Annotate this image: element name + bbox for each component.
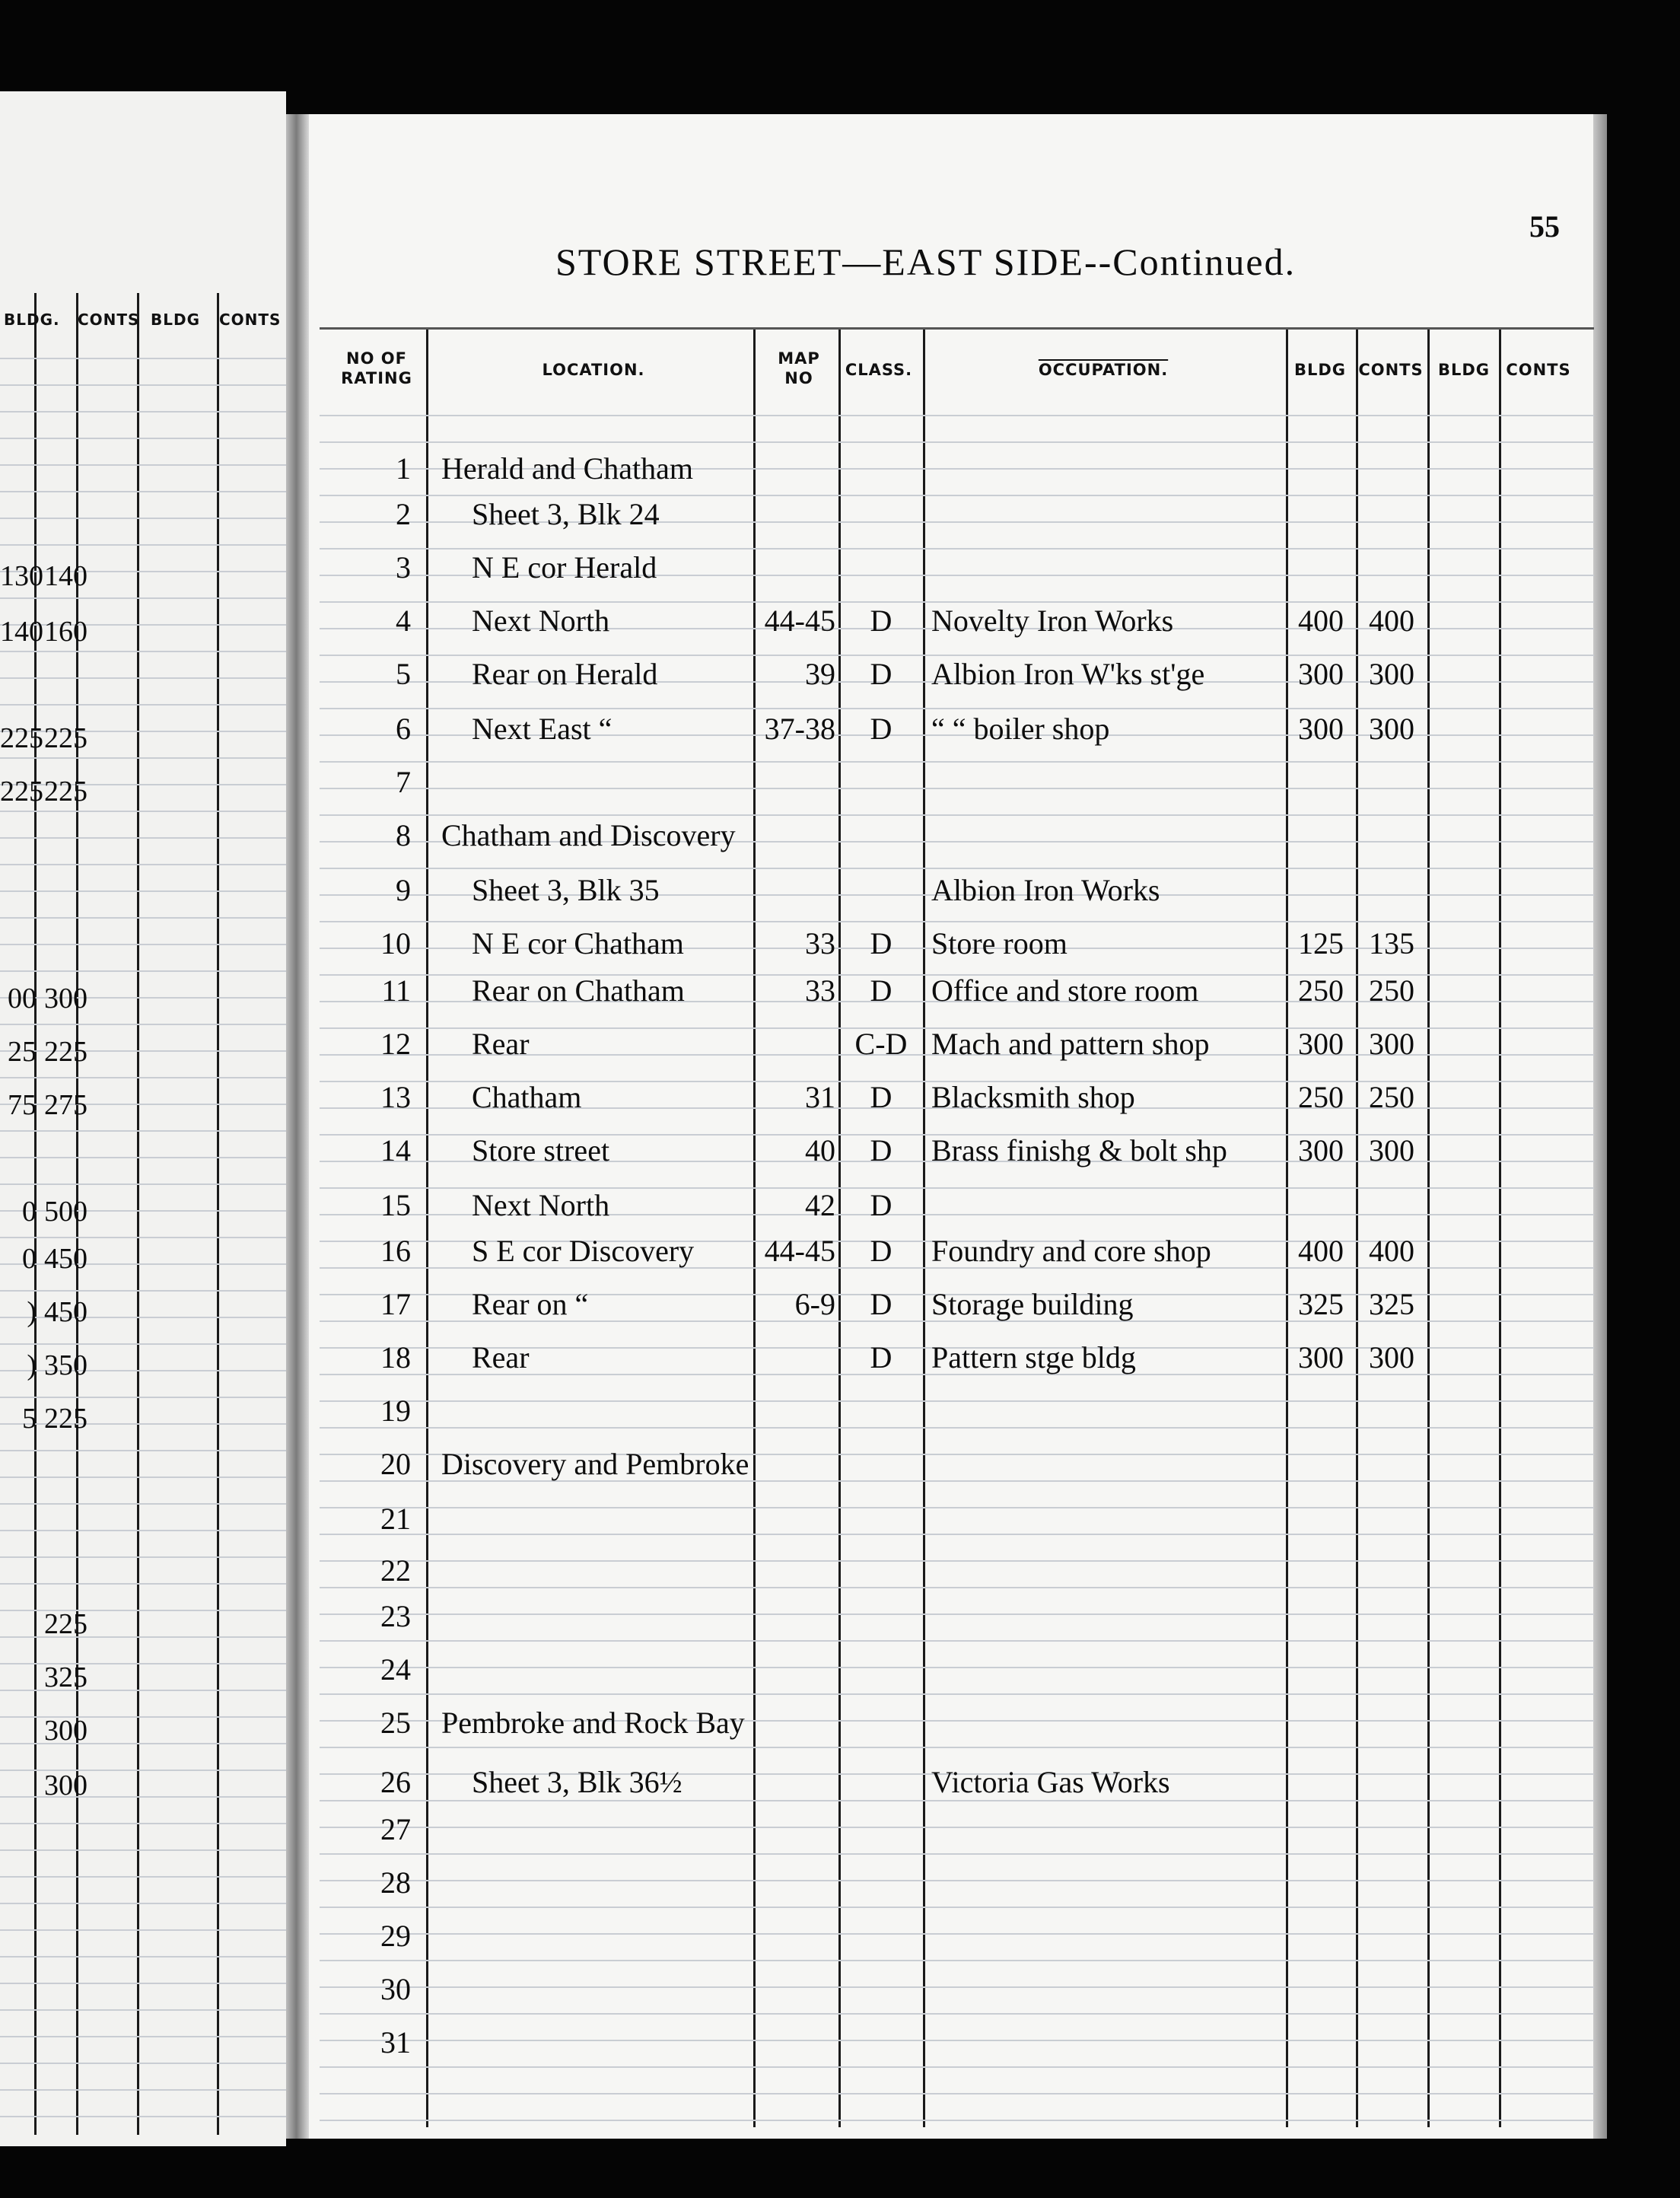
bldg-value: 300 — [1298, 712, 1344, 746]
row-number: 30 — [380, 1972, 411, 2006]
ruled-line — [320, 1853, 1594, 1855]
bldg-value: 300 — [1298, 657, 1344, 691]
left-ruled-line — [0, 651, 286, 652]
class-cell: D — [870, 973, 892, 1008]
ledger-page — [309, 114, 1604, 2139]
left-ruled-line — [0, 1556, 286, 1558]
location-cell: Sheet 3, Blk 24 — [472, 497, 660, 531]
row-number: 14 — [380, 1133, 411, 1167]
left-ruled-line — [0, 1849, 286, 1851]
ruled-line — [320, 1640, 1594, 1642]
ruled-line — [320, 921, 1594, 922]
occupation-cell: Albion Iron W'ks st'ge — [931, 657, 1205, 691]
row-number: 24 — [380, 1652, 411, 1687]
left-header: BLDG — [151, 311, 201, 329]
row-number: 10 — [380, 926, 411, 960]
map-no-cell: 39 — [805, 657, 835, 691]
left-ruled-line — [0, 704, 286, 706]
row-number: 3 — [396, 550, 411, 585]
left-bldg-value: ) — [27, 1349, 37, 1381]
row-number: 18 — [380, 1340, 411, 1375]
bldg-value: 400 — [1298, 1234, 1344, 1268]
row-number: 9 — [396, 873, 411, 907]
bldg-value: 325 — [1298, 1287, 1344, 1321]
conts-value: 135 — [1369, 926, 1414, 960]
class-cell: D — [870, 1340, 892, 1375]
bldg-value: 300 — [1298, 1340, 1344, 1375]
ruled-line — [320, 441, 1594, 443]
location-cell: Rear on Herald — [472, 657, 658, 691]
occupation-cell: Novelty Iron Works — [931, 604, 1174, 638]
location-heading: Herald and Chatham — [441, 451, 693, 486]
left-conts-value: 300 — [44, 1770, 88, 1801]
ruled-line — [320, 415, 1594, 416]
location-cell: Store street — [472, 1133, 610, 1167]
bldg-value: 250 — [1298, 1080, 1344, 1114]
left-column-rule — [137, 293, 139, 2135]
conts-value: 400 — [1369, 604, 1414, 638]
left-ruled-line — [0, 544, 286, 546]
left-ruled-line — [0, 384, 286, 386]
left-conts-value: 325 — [44, 1661, 88, 1693]
row-number: 19 — [380, 1394, 411, 1428]
occupation-cell: “ “ boiler shop — [931, 712, 1110, 746]
ruled-line — [320, 1960, 1594, 1961]
left-ruled-line — [0, 970, 286, 972]
header-conts-2: CONTS — [1506, 361, 1571, 379]
row-number: 6 — [396, 712, 411, 746]
occupation-cell: Mach and pattern shop — [931, 1027, 1210, 1061]
row-number: 13 — [380, 1080, 411, 1114]
row-number: 20 — [380, 1447, 411, 1481]
ruled-line — [320, 1400, 1594, 1402]
ruled-line — [320, 1800, 1594, 1801]
left-header: CONTS — [78, 311, 140, 329]
row-number: 31 — [380, 2025, 411, 2059]
left-ruled-line — [0, 2009, 286, 2011]
ruled-line — [320, 2040, 1594, 2041]
left-ruled-line — [0, 411, 286, 413]
class-cell: D — [870, 604, 892, 638]
occupation-cell: Pattern stge bldg — [931, 1340, 1136, 1375]
left-ruled-line — [0, 1743, 286, 1744]
left-ruled-line — [0, 1583, 286, 1585]
left-ruled-line — [0, 1183, 286, 1185]
left-bldg-value: 130 — [0, 560, 43, 592]
class-cell: D — [870, 712, 892, 746]
location-heading: Discovery and Pembroke — [441, 1447, 749, 1481]
header-location: LOCATION. — [542, 361, 645, 379]
ruled-line — [320, 2093, 1594, 2094]
left-ruled-line — [0, 2036, 286, 2037]
ruled-line — [320, 1427, 1594, 1429]
left-ruled-line — [0, 2089, 286, 2091]
left-conts-value: 225 — [44, 1608, 88, 1640]
map-no-cell: 37-38 — [764, 712, 835, 746]
left-conts-value: 160 — [44, 616, 88, 648]
column-rule — [753, 327, 756, 2127]
column-rule — [1286, 327, 1288, 2127]
map-no-cell: 31 — [805, 1080, 835, 1114]
ruled-line — [320, 1667, 1594, 1668]
ruled-line — [320, 814, 1594, 816]
location-cell: N E cor Chatham — [472, 926, 684, 960]
left-conts-value: 300 — [44, 1715, 88, 1747]
map-no-cell: 44-45 — [764, 604, 835, 638]
location-cell: Next North — [472, 1188, 610, 1222]
row-number: 1 — [396, 451, 411, 486]
map-no-cell: 6-9 — [794, 1287, 835, 1321]
left-bldg-value: 0 — [22, 1196, 37, 1228]
left-ruled-line — [0, 1636, 286, 1638]
left-ruled-line — [0, 1290, 286, 1292]
row-number: 27 — [380, 1812, 411, 1846]
left-ruled-line — [0, 1050, 286, 1052]
page-edge — [1593, 114, 1607, 2139]
conts-value: 250 — [1369, 973, 1414, 1008]
page-title: STORE STREET—EAST SIDE--Continued. — [555, 241, 1297, 283]
row-number: 8 — [396, 818, 411, 852]
class-cell: D — [870, 1287, 892, 1321]
left-ruled-line — [0, 597, 286, 599]
conts-value: 250 — [1369, 1080, 1414, 1114]
bldg-value: 400 — [1298, 604, 1344, 638]
left-ruled-line — [0, 1610, 286, 1611]
location-cell: Sheet 3, Blk 35 — [472, 873, 660, 907]
left-ruled-line — [0, 1130, 286, 1132]
column-rule — [923, 327, 925, 2127]
occupation-cell: Storage building — [931, 1287, 1134, 1321]
left-ruled-line — [0, 2063, 286, 2064]
left-ruled-line — [0, 1823, 286, 1824]
left-ruled-line — [0, 2116, 286, 2117]
left-ruled-line — [0, 1956, 286, 1957]
occupation-cell: Store room — [931, 926, 1068, 960]
left-ruled-line — [0, 677, 286, 679]
ruled-line — [320, 1613, 1594, 1615]
left-ruled-line — [0, 1929, 286, 1931]
row-number: 2 — [396, 497, 411, 531]
left-ruled-line — [0, 1370, 286, 1371]
class-cell: D — [870, 657, 892, 691]
ruled-line — [320, 1693, 1594, 1695]
row-number: 23 — [380, 1599, 411, 1633]
left-ruled-line — [0, 1876, 286, 1878]
left-ruled-line — [0, 518, 286, 519]
left-ruled-line — [0, 757, 286, 759]
left-conts-value: 225 — [44, 776, 88, 808]
conts-value: 300 — [1369, 1340, 1414, 1375]
ruled-line — [320, 1986, 1594, 1988]
left-ruled-line — [0, 1716, 286, 1718]
left-conts-value: 225 — [44, 1403, 88, 1435]
header-occupation: OCCUPATION. — [1038, 361, 1169, 379]
left-ruled-line — [0, 837, 286, 839]
left-ruled-line — [0, 1104, 286, 1105]
left-ruled-line — [0, 491, 286, 492]
ruled-line — [320, 1933, 1594, 1935]
conts-value: 300 — [1369, 1133, 1414, 1167]
book-gutter — [286, 114, 309, 2139]
left-bldg-value: 75 — [8, 1089, 37, 1121]
bldg-value: 250 — [1298, 973, 1344, 1008]
column-rule — [838, 327, 841, 2127]
ruled-line — [320, 1534, 1594, 1535]
left-conts-value: 450 — [44, 1243, 88, 1275]
left-ruled-line — [0, 1476, 286, 1478]
conts-value: 300 — [1369, 712, 1414, 746]
left-ruled-line — [0, 997, 286, 999]
header-no-of-rating: NO OF RATING — [341, 349, 412, 387]
column-rule — [1356, 327, 1358, 2127]
column-rule — [1427, 327, 1430, 2127]
left-bldg-value: 225 — [0, 776, 43, 808]
left-ruled-line — [0, 1024, 286, 1025]
header-bldg: BLDG — [1293, 361, 1347, 379]
location-cell: Next North — [472, 604, 610, 638]
ruled-line — [320, 761, 1594, 763]
left-conts-value: 225 — [44, 1036, 88, 1068]
class-cell: D — [870, 926, 892, 960]
row-number: 4 — [396, 604, 411, 638]
left-conts-value: 450 — [44, 1296, 88, 1328]
left-page — [0, 91, 286, 2146]
left-ruled-line — [0, 1690, 286, 1691]
conts-value: 325 — [1369, 1287, 1414, 1321]
row-number: 22 — [380, 1553, 411, 1588]
left-bldg-value: 225 — [0, 722, 43, 754]
ruled-line — [320, 2066, 1594, 2068]
row-number: 29 — [380, 1919, 411, 1953]
location-cell: S E cor Discovery — [472, 1234, 695, 1268]
occupation-cell: Victoria Gas Works — [931, 1765, 1170, 1799]
location-cell: Chatham — [472, 1080, 582, 1114]
location-cell: Rear — [472, 1027, 530, 1061]
row-number: 21 — [380, 1502, 411, 1536]
left-ruled-line — [0, 1770, 286, 1771]
occupation-cell: Brass finishg & bolt shp — [931, 1133, 1227, 1167]
ruled-line — [320, 1747, 1594, 1748]
left-ruled-line — [0, 890, 286, 892]
left-ruled-line — [0, 1397, 286, 1398]
left-ruled-line — [0, 811, 286, 812]
column-rule — [1499, 327, 1501, 2127]
conts-value: 400 — [1369, 1234, 1414, 1268]
class-cell: D — [870, 1133, 892, 1167]
left-conts-value: 500 — [44, 1196, 88, 1228]
page-number: 55 — [1529, 209, 1560, 244]
occupation-cell: Albion Iron Works — [931, 873, 1160, 907]
left-ruled-line — [0, 1263, 286, 1265]
conts-value: 300 — [1369, 1027, 1414, 1061]
left-header: BLDG. — [4, 311, 60, 329]
ruled-line — [320, 1587, 1594, 1588]
left-column-rule — [217, 293, 219, 2135]
left-bldg-value: 00 — [8, 983, 37, 1015]
class-cell: D — [870, 1188, 892, 1222]
left-ruled-line — [0, 1077, 286, 1078]
occupation-cell: Office and store room — [931, 973, 1199, 1008]
left-header: CONTS — [219, 311, 282, 329]
left-ruled-line — [0, 1503, 286, 1505]
occupation-cell: Foundry and core shop — [931, 1234, 1211, 1268]
row-number: 5 — [396, 657, 411, 691]
left-conts-value: 275 — [44, 1089, 88, 1121]
row-number: 28 — [380, 1865, 411, 1900]
left-conts-value: 350 — [44, 1349, 88, 1381]
row-number: 11 — [381, 973, 411, 1008]
ruled-line — [320, 788, 1594, 789]
row-number: 16 — [380, 1234, 411, 1268]
map-no-cell: 42 — [805, 1188, 835, 1222]
location-cell: Rear on Chatham — [472, 973, 685, 1008]
location-cell: N E cor Herald — [472, 550, 657, 585]
location-cell: Rear on “ — [472, 1287, 589, 1321]
class-cell: C-D — [854, 1027, 908, 1061]
header-bldg-2: BLDG — [1437, 361, 1491, 379]
row-number: 12 — [380, 1027, 411, 1061]
left-ruled-line — [0, 1157, 286, 1158]
bldg-value: 125 — [1298, 926, 1344, 960]
left-ruled-line — [0, 1983, 286, 1984]
left-ruled-line — [0, 1450, 286, 1451]
left-ruled-line — [0, 944, 286, 945]
location-cell: Rear — [472, 1340, 530, 1375]
map-no-cell: 40 — [805, 1133, 835, 1167]
left-bldg-value: ) — [27, 1296, 37, 1328]
header-conts: CONTS — [1358, 361, 1424, 379]
left-ruled-line — [0, 1530, 286, 1531]
left-ruled-line — [0, 1423, 286, 1425]
ruled-line — [320, 2013, 1594, 2015]
left-conts-value: 140 — [44, 560, 88, 592]
ruled-line — [320, 1907, 1594, 1908]
left-ruled-line — [0, 1903, 286, 1904]
left-conts-value: 225 — [44, 722, 88, 754]
left-bldg-value: 140 — [0, 616, 43, 648]
left-ruled-line — [0, 358, 286, 359]
occupation-cell: Blacksmith shop — [931, 1080, 1135, 1114]
left-ruled-line — [0, 464, 286, 466]
header-map-no: MAP NO — [778, 349, 820, 387]
row-number: 25 — [380, 1706, 411, 1740]
ruled-line — [320, 708, 1594, 709]
left-conts-value: 300 — [44, 983, 88, 1015]
bldg-value: 300 — [1298, 1133, 1344, 1167]
left-ruled-line — [0, 1663, 286, 1664]
left-ruled-line — [0, 1237, 286, 1238]
location-cell: Next East “ — [472, 712, 612, 746]
bldg-value: 300 — [1298, 1027, 1344, 1061]
ruled-line — [320, 1880, 1594, 1881]
map-no-cell: 33 — [805, 926, 835, 960]
left-ruled-line — [0, 1210, 286, 1212]
conts-value: 300 — [1369, 657, 1414, 691]
column-rule — [426, 327, 428, 2127]
header-class: CLASS. — [845, 361, 913, 379]
left-bldg-value: 25 — [8, 1036, 37, 1068]
left-ruled-line — [0, 438, 286, 439]
location-heading: Pembroke and Rock Bay — [441, 1706, 745, 1740]
class-cell: D — [870, 1234, 892, 1268]
ruled-line — [320, 1827, 1594, 1828]
ruled-line — [320, 1560, 1594, 1562]
ruled-line — [320, 2120, 1594, 2121]
left-ruled-line — [0, 917, 286, 919]
map-no-cell: 33 — [805, 973, 835, 1008]
row-number: 26 — [380, 1765, 411, 1799]
row-number: 17 — [380, 1287, 411, 1321]
left-bldg-value: 0 — [22, 1243, 37, 1275]
location-cell: Sheet 3, Blk 36½ — [472, 1765, 682, 1799]
row-number: 15 — [380, 1188, 411, 1222]
header-rule — [320, 327, 1594, 330]
ruled-line — [320, 1507, 1594, 1508]
left-ruled-line — [0, 1343, 286, 1345]
row-number: 7 — [396, 765, 411, 799]
class-cell: D — [870, 1080, 892, 1114]
left-ruled-line — [0, 1317, 286, 1318]
ruled-line — [320, 868, 1594, 869]
map-no-cell: 44-45 — [764, 1234, 835, 1268]
left-ruled-line — [0, 1796, 286, 1798]
left-bldg-value: 5 — [22, 1403, 37, 1435]
left-ruled-line — [0, 864, 286, 865]
location-heading: Chatham and Discovery — [441, 818, 736, 852]
